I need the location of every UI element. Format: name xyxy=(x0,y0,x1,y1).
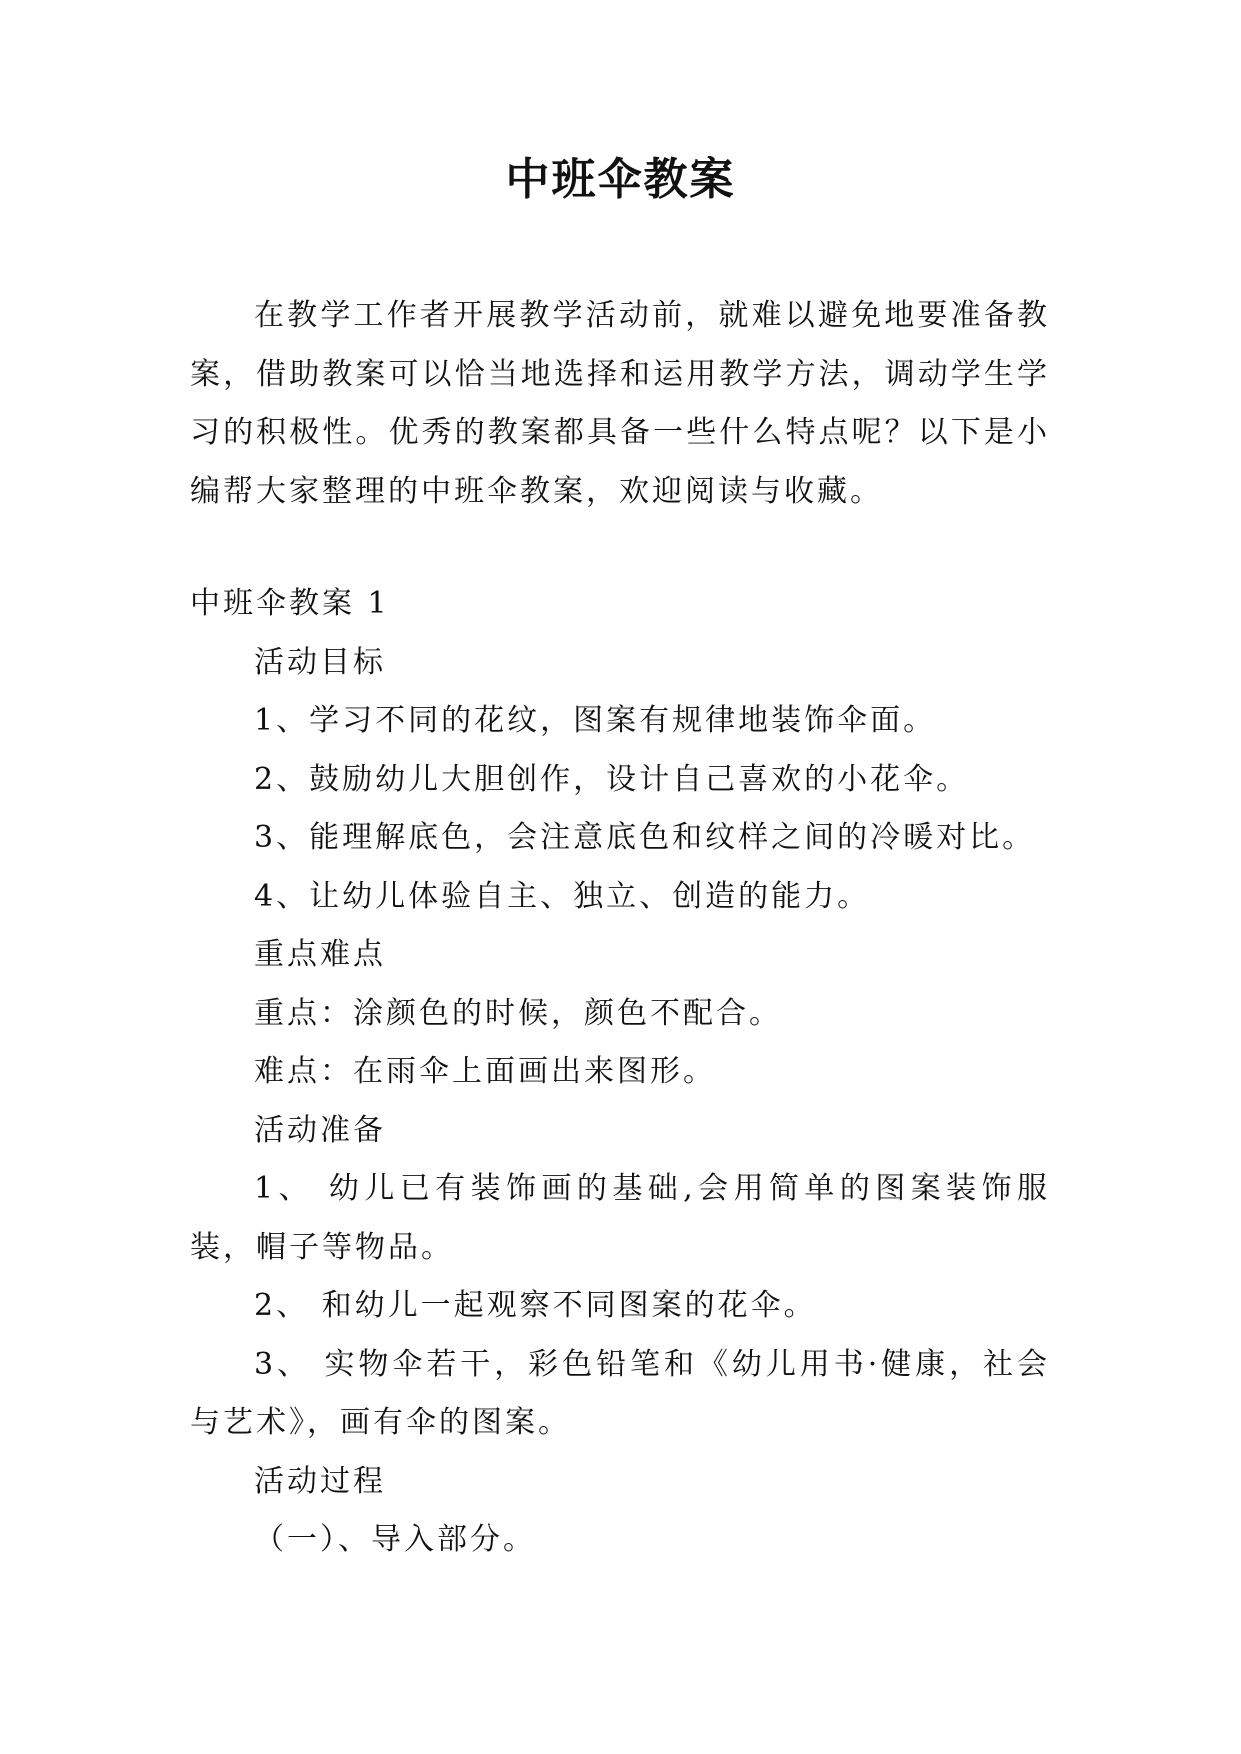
heading-key-points: 重点难点 xyxy=(254,937,386,972)
goal-item-3: 3、能理解底色，会注意底色和纹样之间的冷暖对比。 xyxy=(254,820,1036,855)
heading-activity-goals: 活动目标 xyxy=(254,644,386,680)
difficult-point: 难点：在雨伞上面画出来图形。 xyxy=(254,1054,716,1089)
preparation-item-2: 2、 和幼儿一起观察不同图案的花伞。 xyxy=(254,1288,817,1323)
goal-item-2: 2、鼓励幼儿大胆创作，设计自己喜欢的小花伞。 xyxy=(254,761,970,797)
heading-process: 活动过程 xyxy=(254,1463,386,1499)
goal-item-1: 1、学习不同的花纹，图案有规律地装饰伞面。 xyxy=(254,703,937,738)
heading-preparation: 活动准备 xyxy=(254,1112,386,1148)
key-point: 重点：涂颜色的时候，颜色不配合。 xyxy=(254,995,782,1031)
goal-item-4: 4、让幼儿体验自主、独立、创造的能力。 xyxy=(254,878,871,914)
section-heading-1: 中班伞教案 1 xyxy=(190,586,390,621)
page-title: 中班伞教案 xyxy=(505,154,736,205)
intro-paragraph: 在教学工作者开展教学活动前，就难以避免地要准备教案，借助教案可以恰当地选择和运用教学方法，调动学生学习的积极性。优秀的教案都具备一些什么特点呢？以下是小编帮大家整理的中班伞教案，欢迎阅读与收藏。 xyxy=(190,298,1050,509)
process-step-1: （一）、导入部分。 xyxy=(254,1522,536,1557)
preparation-item-1: 1、 幼儿已有装饰画的基础,会用简单的图案装饰服装，帽子等物品。 xyxy=(190,1171,1050,1265)
preparation-item-3: 3、 实物伞若干，彩色铅笔和《幼儿用书·健康，社会与艺术》，画有伞的图案。 xyxy=(190,1346,1050,1440)
document-body xyxy=(190,575,1050,1570)
